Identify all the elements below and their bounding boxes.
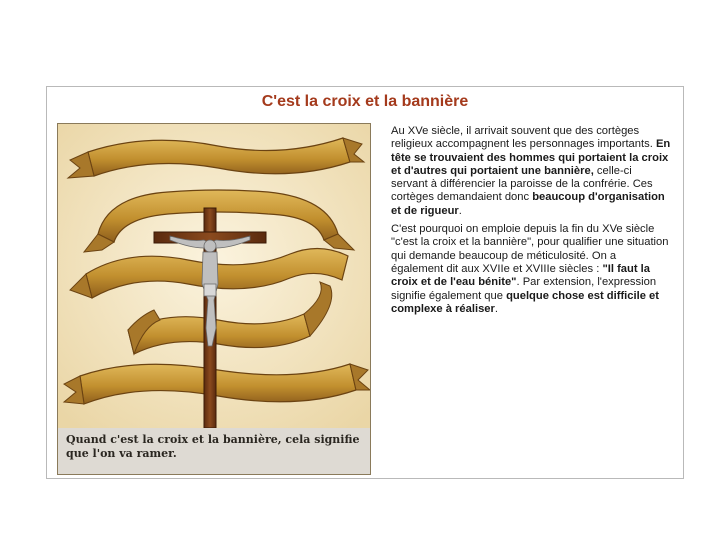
article-title: C'est la croix et la bannière xyxy=(261,93,469,110)
article-body xyxy=(391,125,671,321)
illustration-figure xyxy=(57,123,371,475)
p1-text-b: celle-ci servant à différencier la paroisse de la confrérie. Ces cortèges demandaient donc xyxy=(391,164,653,204)
illustration-caption: Quand c'est la croix et la bannière, cela signifie que l'on va ramer. xyxy=(58,428,370,474)
p1-text-a: Au XVe siècle, il arrivait souvent que des cortèges religieux accompagnent les personnages importants. xyxy=(391,125,656,151)
p2-bold-b: quelque chose est difficile et complexe à réaliser xyxy=(391,289,659,315)
p1-text-c: . xyxy=(458,204,462,217)
crucifix-banners-illustration xyxy=(58,124,371,430)
p1-bold-a: En tête se trouvaient des hommes qui portaient la croix et d'autres qui portaient une bannière, xyxy=(391,138,671,177)
p2-text-c: . xyxy=(494,302,498,315)
p2-bold-a: "Il faut la croix et de l'eau bénite" xyxy=(391,262,651,289)
p2-text-b: . Par extension, l'expression signifie également que xyxy=(391,276,657,302)
article-card xyxy=(46,86,684,479)
paragraph-history xyxy=(391,125,671,218)
p2-text-a: C'est pourquoi on emploie depuis la fin du XVe siècle "c'est la croix et la bannière", pour qualifier une situation qui demande beaucoup de méticulosité. On a également dit aux XVIIe et XVIIIe siècles : xyxy=(391,223,669,275)
paragraph-meaning xyxy=(391,223,671,316)
p1-bold-b: beaucoup d'organisation et de rigueur xyxy=(391,191,665,217)
